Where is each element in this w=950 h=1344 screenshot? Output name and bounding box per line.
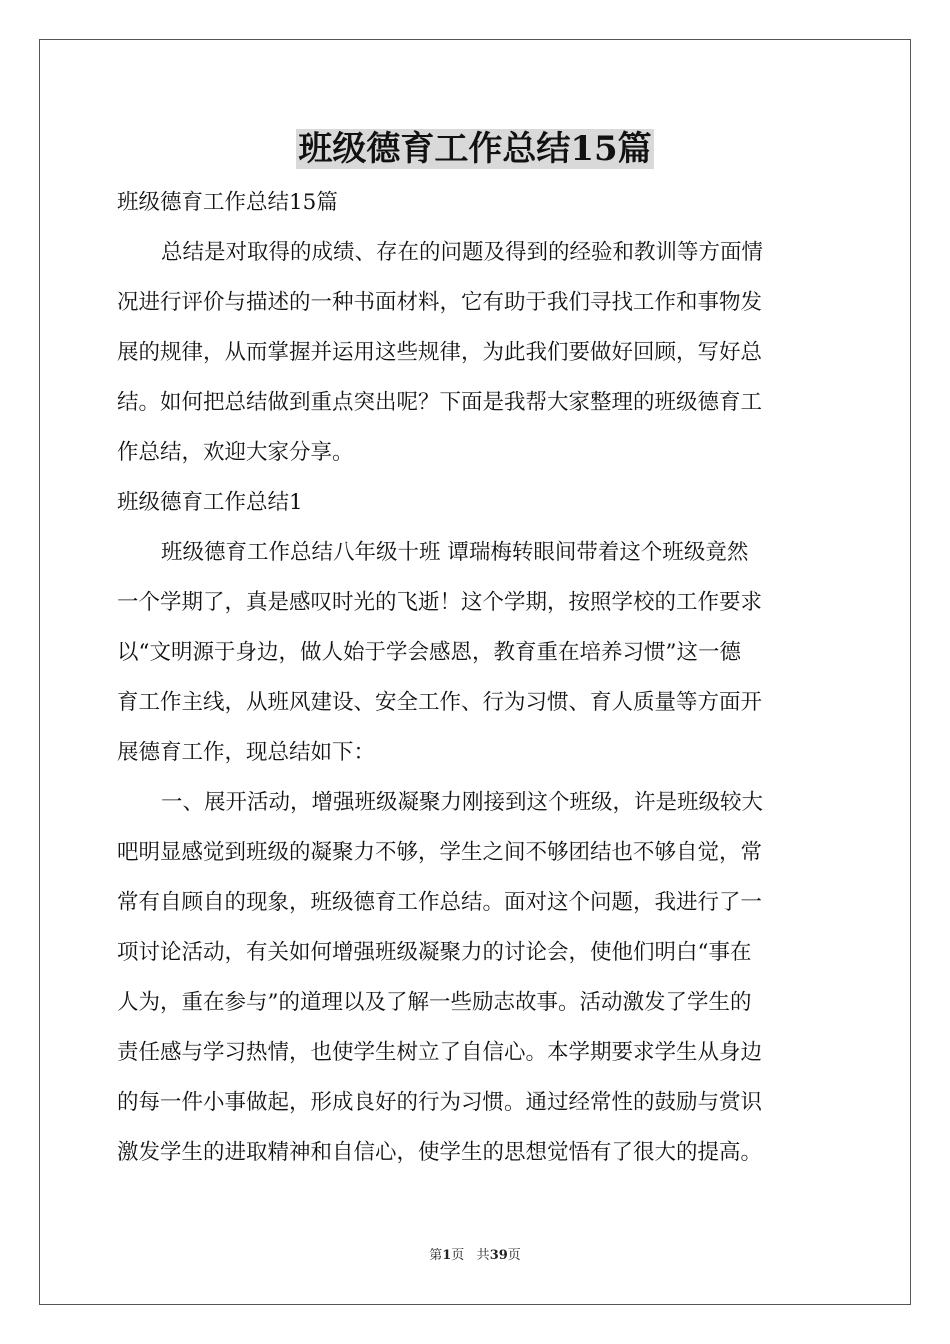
paragraph-line: 班级德育工作总结八年级十班 谭瑞梅转眼间带着这个班级竟然 [161, 540, 749, 565]
subtitle-line: 班级德育工作总结15篇 [117, 190, 338, 215]
paragraph-line: 一个学期了，真是感叹时光的飞逝！这个学期，按照学校的工作要求 [117, 590, 763, 615]
paragraph-line: 结。如何把总结做到重点突出呢？下面是我帮大家整理的班级德育工 [117, 390, 763, 415]
paragraph-line: 常有自顾自的现象，班级德育工作总结。面对这个问题，我进行了一 [117, 890, 763, 915]
paragraph-line: 展德育工作，现总结如下： [117, 740, 376, 765]
section-heading: 班级德育工作总结1 [117, 490, 303, 515]
paragraph-line: 一、展开活动，增强班级凝聚力刚接到这个班级，许是班级较大 [161, 790, 764, 815]
document-title-text: 班级德育工作总结15篇 [298, 129, 652, 169]
paragraph-line: 吧明显感觉到班级的凝聚力不够，学生之间不够团结也不够自觉，常 [117, 840, 763, 865]
paragraph-line: 作总结，欢迎大家分享。 [117, 440, 354, 465]
paragraph-line: 况进行评价与描述的一种书面材料，它有助于我们寻找工作和事物发 [117, 290, 763, 315]
paragraph-line: 育工作主线，从班风建设、安全工作、行为习惯、育人质量等方面开 [117, 690, 763, 715]
paragraph-line: 责任感与学习热情，也使学生树立了自信心。本学期要求学生从身边 [117, 1040, 763, 1065]
total-suffix: 页 [507, 1248, 521, 1263]
paragraph-line: 激发学生的进取精神和自信心，使学生的思想觉悟有了很大的提高。 [117, 1140, 763, 1165]
paragraph-line: 总结是对取得的成绩、存在的问题及得到的经验和教训等方面情 [161, 240, 764, 265]
page-prefix: 第 [429, 1248, 443, 1263]
page-footer [0, 1247, 950, 1265]
total-pages: 39 [489, 1248, 508, 1263]
paragraph-line: 项讨论活动，有关如何增强班级凝聚力的讨论会，使他们明白“事在 [117, 940, 752, 965]
paragraph-line: 的每一件小事做起，形成良好的行为习惯。通过经常性的鼓励与赏识 [117, 1090, 763, 1115]
paragraph-line: 展的规律，从而掌握并运用这些规律，为此我们要做好回顾，写好总 [117, 340, 763, 365]
page-number: 1 [442, 1248, 452, 1263]
paragraph-line: 以“文明源于身边，做人始于学会感恩，教育重在培养习惯”这一德 [117, 640, 741, 665]
document-body [117, 178, 833, 1178]
page-suffix: 页 [451, 1248, 465, 1263]
document-title [0, 122, 950, 176]
total-prefix: 共 [476, 1248, 490, 1263]
paragraph-line: 人为，重在参与”的道理以及了解一些励志故事。活动激发了学生的 [117, 990, 752, 1015]
